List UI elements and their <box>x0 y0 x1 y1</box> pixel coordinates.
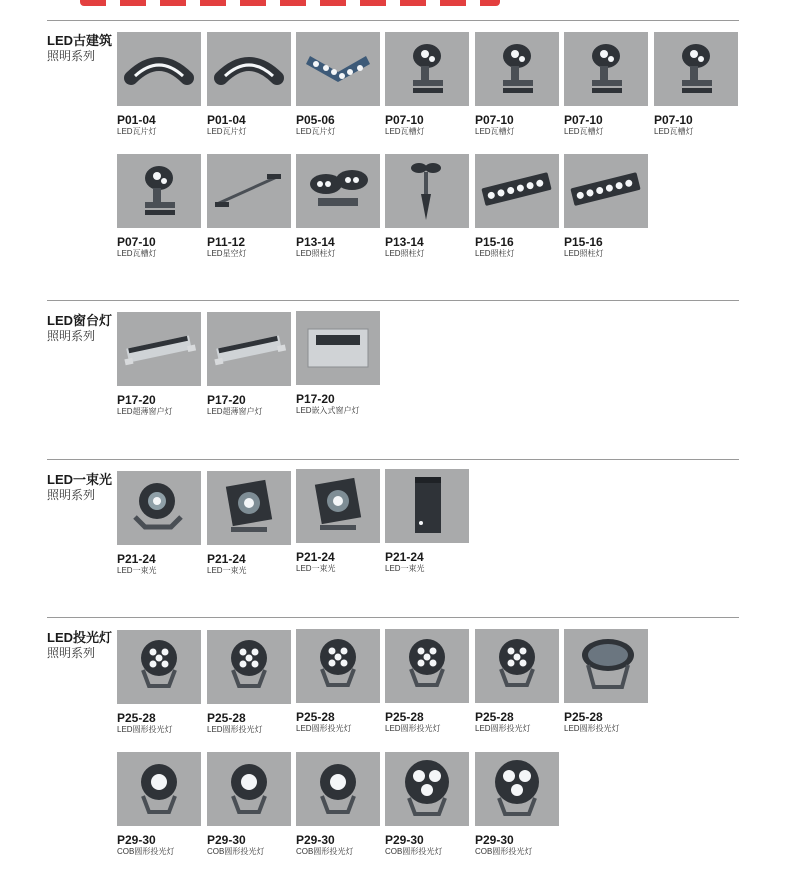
product-code: P29-30 <box>475 833 514 847</box>
column-beam-lamp-icon <box>385 469 469 543</box>
product-desc: LED照柱灯 <box>564 249 604 258</box>
product-code: P21-24 <box>207 552 246 566</box>
product-desc: COB圆形投光灯 <box>385 847 443 856</box>
product-tile <box>207 752 291 857</box>
product-image <box>564 629 648 703</box>
product-image <box>207 471 291 545</box>
section-title: LED投光灯 <box>47 630 113 645</box>
product-code: P25-28 <box>117 711 156 725</box>
product-image <box>564 32 648 106</box>
product-image <box>385 154 469 228</box>
rail-lamp-icon <box>207 154 291 228</box>
product-tile <box>296 32 380 137</box>
large-flood-lamp-icon <box>564 629 648 703</box>
product-desc: LED一束光 <box>207 566 247 575</box>
product-tile <box>385 154 469 259</box>
section-subtitle: 照明系列 <box>47 646 96 660</box>
product-tile <box>207 630 291 735</box>
product-tile <box>296 154 380 259</box>
product-image <box>207 32 291 106</box>
product-tile <box>207 312 291 417</box>
product-code: P29-30 <box>385 833 424 847</box>
cob-multi-flood-lamp-icon <box>475 752 559 826</box>
product-image <box>117 154 201 228</box>
product-image <box>475 752 559 826</box>
product-desc: LED圆形投光灯 <box>564 724 620 733</box>
product-code: P21-24 <box>385 550 424 564</box>
product-code: P05-06 <box>296 113 335 127</box>
product-desc: COB圆形投光灯 <box>207 847 265 856</box>
product-code: P29-30 <box>117 833 156 847</box>
slim-window-lamp-icon <box>207 312 291 386</box>
product-image <box>207 312 291 386</box>
product-tile <box>117 312 201 417</box>
product-image <box>207 630 291 704</box>
product-desc: LED瓦槽灯 <box>564 127 604 136</box>
section-subtitle: 照明系列 <box>47 329 96 343</box>
product-desc: LED超薄窗户灯 <box>117 407 173 416</box>
product-tile <box>564 154 648 259</box>
product-tile <box>296 752 380 857</box>
spot-bracket-lamp-icon <box>564 32 648 106</box>
cob-flood-lamp-icon <box>207 752 291 826</box>
product-desc: LED瓦槽灯 <box>385 127 425 136</box>
product-desc: LED圆形投光灯 <box>385 724 441 733</box>
product-image <box>475 629 559 703</box>
multi-led-tile-lamp-icon <box>296 32 380 106</box>
product-tile <box>296 311 380 416</box>
twin-spot-lamp-icon <box>296 154 380 228</box>
product-tile <box>475 32 559 137</box>
arc-tile-lamp-icon <box>207 32 291 106</box>
product-image <box>296 629 380 703</box>
product-code: P21-24 <box>117 552 156 566</box>
product-code: P25-28 <box>207 711 246 725</box>
product-desc: LED圆形投光灯 <box>475 724 531 733</box>
round-flood-lamp-icon <box>475 629 559 703</box>
product-code: P13-14 <box>385 235 424 249</box>
product-desc: LED圆形投光灯 <box>117 725 173 734</box>
cob-flood-lamp-icon <box>117 752 201 826</box>
product-code: P17-20 <box>296 392 335 406</box>
product-desc: LED一束光 <box>117 566 157 575</box>
cob-multi-flood-lamp-icon <box>385 752 469 826</box>
product-tile <box>296 469 380 574</box>
round-flood-lamp-icon <box>117 630 201 704</box>
product-tile <box>564 629 648 734</box>
round-flood-lamp-icon <box>207 630 291 704</box>
product-image <box>654 32 738 106</box>
product-code: P25-28 <box>475 710 514 724</box>
product-tile <box>654 32 738 137</box>
linear-bar-lamp-icon <box>564 154 648 228</box>
product-code: P07-10 <box>564 113 603 127</box>
product-image <box>296 469 380 543</box>
product-code: P29-30 <box>207 833 246 847</box>
product-tile <box>207 154 291 259</box>
cob-flood-lamp-icon <box>296 752 380 826</box>
product-code: P15-16 <box>475 235 514 249</box>
product-desc: LED嵌入式窗户灯 <box>296 406 360 415</box>
product-image <box>296 311 380 385</box>
product-tile <box>296 629 380 734</box>
slim-window-lamp-icon <box>117 312 201 386</box>
product-code: P15-16 <box>564 235 603 249</box>
banner-red-strokes <box>80 0 500 6</box>
product-desc: COB圆形投光灯 <box>117 847 175 856</box>
product-tile <box>564 32 648 137</box>
product-image <box>117 630 201 704</box>
product-image <box>296 752 380 826</box>
product-tile <box>475 629 559 734</box>
arc-tile-lamp-icon <box>117 32 201 106</box>
product-code: P17-20 <box>207 393 246 407</box>
product-code: P13-14 <box>296 235 335 249</box>
product-code: P21-24 <box>296 550 335 564</box>
product-image <box>117 32 201 106</box>
product-tile <box>117 630 201 735</box>
product-image <box>207 752 291 826</box>
product-desc: LED星空灯 <box>207 249 247 258</box>
product-code: P07-10 <box>385 113 424 127</box>
product-tile <box>385 629 469 734</box>
product-desc: LED圆形投光灯 <box>207 725 263 734</box>
section-title: LED窗台灯 <box>47 313 113 328</box>
product-tile <box>475 154 559 259</box>
product-code: P07-10 <box>654 113 693 127</box>
square-beam-lamp-icon <box>296 469 380 543</box>
product-code: P29-30 <box>296 833 335 847</box>
stake-lamp-icon <box>385 154 469 228</box>
product-desc: LED圆形投光灯 <box>296 724 352 733</box>
product-desc: COB圆形投光灯 <box>475 847 533 856</box>
product-desc: LED瓦片灯 <box>207 127 247 136</box>
product-code: P01-04 <box>117 113 156 127</box>
round-flood-lamp-icon <box>296 629 380 703</box>
product-desc: LED照柱灯 <box>296 249 336 258</box>
product-tile <box>385 469 469 574</box>
product-tile <box>117 471 201 576</box>
product-desc: LED瓦槽灯 <box>117 249 157 258</box>
spot-bracket-lamp-icon <box>475 32 559 106</box>
section-divider <box>47 20 739 21</box>
product-tile <box>117 752 201 857</box>
section-divider <box>47 300 739 301</box>
spot-bracket-lamp-icon <box>385 32 469 106</box>
product-image <box>117 471 201 545</box>
product-image <box>296 154 380 228</box>
product-desc: LED瓦槽灯 <box>654 127 694 136</box>
product-desc: LED照柱灯 <box>385 249 425 258</box>
product-tile <box>207 471 291 576</box>
spot-bracket-lamp-icon <box>117 154 201 228</box>
product-tile <box>475 752 559 857</box>
square-beam-lamp-icon <box>207 471 291 545</box>
product-desc: LED瓦片灯 <box>296 127 336 136</box>
product-tile <box>117 154 201 259</box>
product-code: P25-28 <box>296 710 335 724</box>
spot-bracket-lamp-icon <box>654 32 738 106</box>
product-desc: LED照柱灯 <box>475 249 515 258</box>
product-image <box>564 154 648 228</box>
product-code: P25-28 <box>385 710 424 724</box>
product-tile <box>207 32 291 137</box>
product-image <box>385 752 469 826</box>
product-code: P01-04 <box>207 113 246 127</box>
product-code: P11-12 <box>207 235 246 249</box>
product-image <box>117 752 201 826</box>
product-desc: LED超薄窗户灯 <box>207 407 263 416</box>
section-title: LED一束光 <box>47 472 113 487</box>
round-beam-lamp-icon <box>117 471 201 545</box>
product-image <box>117 312 201 386</box>
round-flood-lamp-icon <box>385 629 469 703</box>
product-code: P17-20 <box>117 393 156 407</box>
section-title: LED古建筑 <box>47 33 113 48</box>
product-image <box>385 469 469 543</box>
linear-bar-lamp-icon <box>475 154 559 228</box>
section-divider <box>47 459 739 460</box>
product-desc: LED瓦槽灯 <box>475 127 515 136</box>
product-tile <box>385 752 469 857</box>
product-image <box>385 629 469 703</box>
product-desc: LED一束光 <box>296 564 336 573</box>
product-tile <box>385 32 469 137</box>
product-image <box>385 32 469 106</box>
product-desc: LED一束光 <box>385 564 425 573</box>
product-image <box>296 32 380 106</box>
product-code: P07-10 <box>475 113 514 127</box>
section-divider <box>47 617 739 618</box>
product-image <box>475 32 559 106</box>
product-image <box>207 154 291 228</box>
recessed-window-lamp-icon <box>296 311 380 385</box>
product-code: P07-10 <box>117 235 156 249</box>
top-banner <box>0 0 800 18</box>
product-tile <box>117 32 201 137</box>
product-image <box>475 154 559 228</box>
product-code: P25-28 <box>564 710 603 724</box>
section-subtitle: 照明系列 <box>47 49 96 63</box>
product-desc: LED瓦片灯 <box>117 127 157 136</box>
product-desc: COB圆形投光灯 <box>296 847 354 856</box>
section-subtitle: 照明系列 <box>47 488 96 502</box>
